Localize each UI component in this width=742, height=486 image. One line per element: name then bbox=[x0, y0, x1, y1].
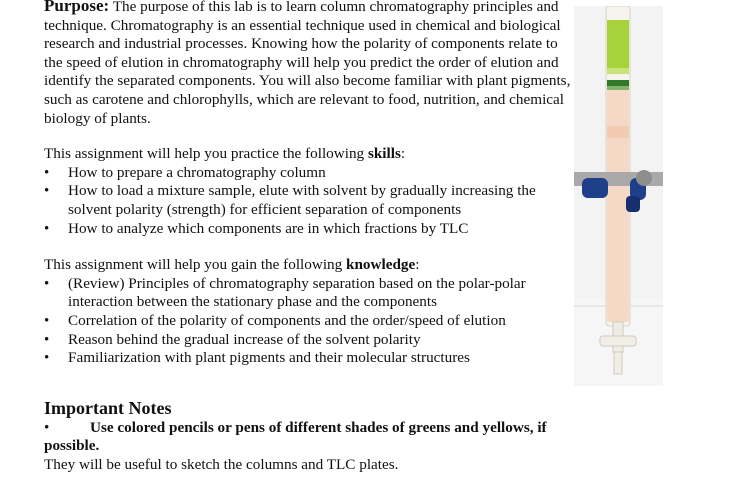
knowledge-intro bbox=[44, 256, 574, 275]
important-notes-heading: Important Notes bbox=[44, 397, 172, 418]
purpose-text: The purpose of this lab is to learn column chromatography principles and technique. Chromatography is an essential technique used in chemical and biological research and industrial processes. Knowing how the polarity of components relate to the speed of elution in chromatography will help you predict the order of elution and identify the separated components. You will also become familiar with plant pigments, such as carotene and chlorophylls, which are relevant to food, nutrition, and chemical biology of plants. bbox=[44, 0, 571, 127]
skills-intro-bold: skills bbox=[367, 145, 401, 163]
knowledge-item-text: (Review) Principles of chromatography separation based on the polar-polar interaction between the stationary phase and the components bbox=[68, 274, 526, 311]
bullet-icon: • bbox=[44, 164, 50, 181]
bullet-icon: • bbox=[44, 418, 50, 436]
knowledge-intro-bold: knowledge bbox=[346, 256, 416, 274]
notes-bold-text: Use colored pencils or pens of different shades of greens and yellows, if possible. bbox=[44, 418, 547, 455]
bullet-icon: • bbox=[44, 220, 50, 237]
knowledge-intro-suffix: : bbox=[415, 256, 420, 274]
solvent-layer bbox=[607, 20, 629, 72]
column-body bbox=[607, 90, 629, 322]
green-band bbox=[607, 80, 629, 86]
list-item bbox=[44, 331, 574, 350]
bullet-icon: • bbox=[44, 183, 50, 200]
bullet-icon: • bbox=[44, 331, 50, 348]
column-illustration bbox=[574, 6, 663, 386]
notes-tail-text: They will be useful to sketch the columns and TLC plates. bbox=[44, 455, 399, 473]
knowledge-list bbox=[44, 275, 574, 368]
list-item bbox=[44, 349, 574, 368]
bullet-icon: • bbox=[44, 312, 50, 329]
purpose-paragraph bbox=[44, 0, 574, 128]
skills-item-text: How to analyze which components are in which fractions by TLC bbox=[68, 219, 469, 237]
skills-intro-prefix: This assignment will help you practice the following bbox=[44, 145, 368, 163]
list-item bbox=[44, 220, 574, 239]
skills-intro-suffix: : bbox=[400, 145, 406, 163]
bullet-icon: • bbox=[44, 350, 50, 367]
knowledge-intro-prefix: This assignment will help you gain the following bbox=[44, 256, 347, 274]
knowledge-item-text: Familiarization with plant pigments and their molecular structures bbox=[68, 349, 470, 367]
skills-list bbox=[44, 164, 574, 238]
bullet-icon: • bbox=[44, 275, 50, 292]
knowledge-item-text: Reason behind the gradual increase of the solvent polarity bbox=[68, 330, 421, 348]
document-body bbox=[44, 0, 574, 474]
skills-item-text: How to prepare a chromatography column bbox=[68, 163, 326, 181]
list-item bbox=[44, 312, 574, 331]
purpose-label: Purpose: bbox=[44, 0, 110, 15]
skills-intro bbox=[44, 145, 574, 164]
knowledge-item-text: Correlation of the polarity of components and the order/speed of elution bbox=[68, 311, 506, 329]
list-item bbox=[44, 164, 574, 183]
clamp-jaw-left bbox=[582, 178, 608, 198]
notes-bullet-row bbox=[44, 419, 574, 456]
list-item bbox=[44, 275, 574, 312]
list-item bbox=[44, 182, 574, 219]
skills-item-text: How to load a mixture sample, elute with solvent by gradually increasing the solvent polarity (strength) for efficient separation of components bbox=[68, 182, 536, 218]
chromatography-column-photo bbox=[574, 6, 663, 386]
